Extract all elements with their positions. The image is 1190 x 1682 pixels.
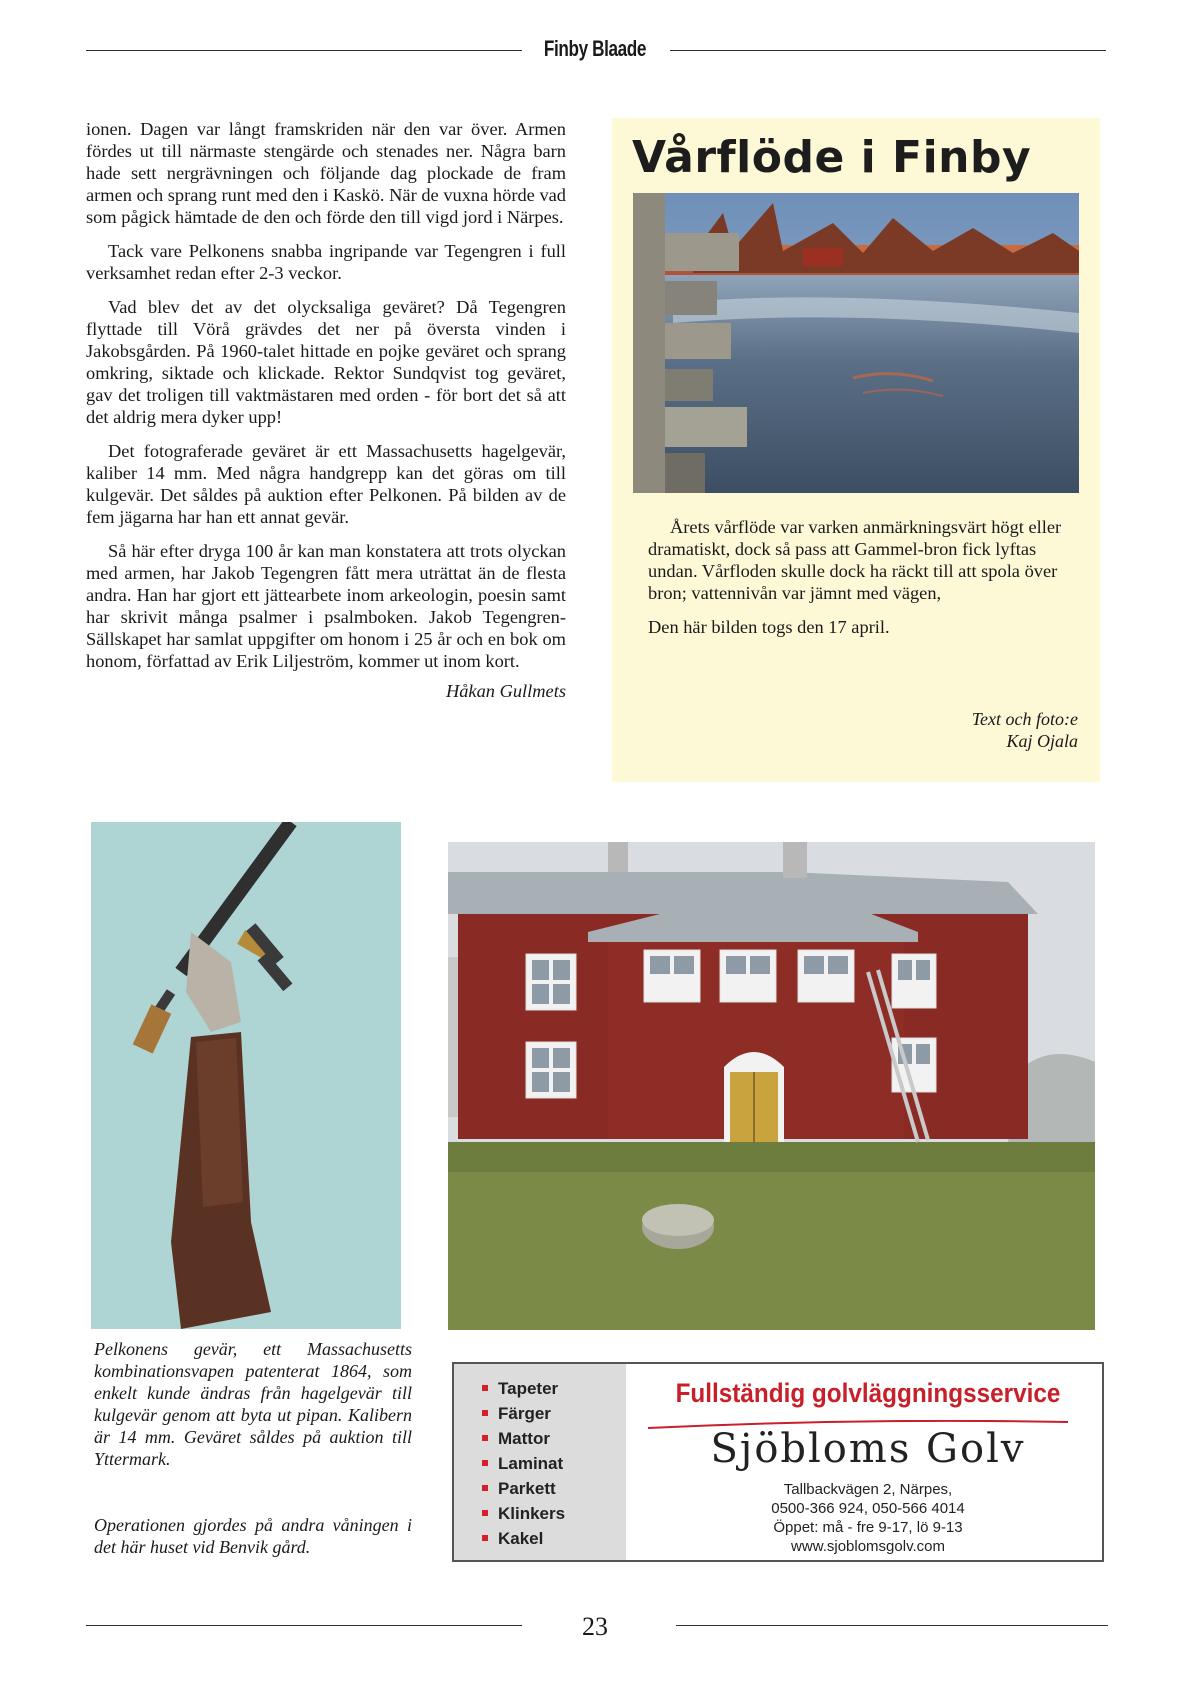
article-paragraph-3: Vad blev det av det olycksaliga geväret? Då Tegengren flyttade till Vörå grävdes det ner på översta vinden i Jakobsgården. På 1960-talet hittade en pojke geväret och sprang omkring, siktade och klickade. Rektor Sundqvist tog geväret, gav det troligen till vaktmästaren med orden - för bort det så att det aldrig mera dyker upp! [86, 297, 566, 427]
ad-address: Tallbackvägen 2, Närpes, [783, 1481, 953, 1498]
ad-hours: Öppet: må - fre 9-17, lö 9-13 [773, 1519, 963, 1536]
ad-contact-info [638, 1480, 1098, 1556]
ad-brand-logo: Sjöbloms Golv [710, 1426, 1026, 1472]
ad-product-list [454, 1364, 626, 1560]
ad-phones: 0500-366 924, 050-566 4014 [771, 1500, 965, 1517]
ad-item: Tapeter [498, 1376, 626, 1401]
rifle-caption: Pelkonens gevär, ett Massachusetts kombinationsvapen patenterat 1864, som enkelt kunde ändras från hagelgevär till kulgevär genom att byta ut pipan. Kalibern är 14 mm. Geväret såldes på auktion till Yttermark. [94, 1339, 412, 1469]
article-paragraph-1: ionen. Dagen var långt framskriden när den var över. Armen fördes ut till närmaste stengärde och stenades ner. Några barn hade sett nergrävningen och följande dag plockade de fram armen och sprang runt med den i Kaskö. När de vuxna hörde vad som pågick hämtade de den och förde den till vigd jord i Närpes. [86, 119, 566, 227]
article-paragraph-5: Så här efter dryga 100 år kan man konstatera att trots olyckan med armen, har Jakob Tegengren fått mera uträttat än de flesta andra. Han har gjort ett jättearbete inom arkeologin, poesin samt har skrivit många psalmer i psalmboken. Jakob Tegengren-Sällskapet har samlat uppgifter om honom i 25 år och en bok om honom, författad av Erik Liljeström, kommer ut inom kort. [86, 541, 566, 671]
ad-website-link[interactable]: www.sjoblomsgolv.com [791, 1538, 945, 1555]
box-paragraph-2: Den här bilden togs den 17 april. [648, 617, 890, 637]
ad-item: Kakel [498, 1526, 626, 1551]
flood-photo [633, 193, 1079, 493]
ad-headline: Fullständig golvläggningsservice [675, 1378, 1061, 1408]
box-title: Vårflöde i Finby [632, 132, 1032, 183]
box-credit [972, 708, 1078, 752]
box-paragraph-1: Årets vårflöde var varken anmärkningsvärt högt eller dramatiskt, dock så pass att Gammel-bron fick lyftas undan. Vårfloden skulle dock ha räckt till att spola över bron; vattennivån var jämnt med vägen, [648, 517, 1062, 603]
ad-item: Laminat [498, 1451, 626, 1476]
benvik-house-photo [448, 842, 1095, 1330]
house-caption: Operationen gjordes på andra våningen i det här huset vid Benvik gård. [94, 1515, 412, 1557]
box-text [648, 516, 1084, 650]
spring-flood-box [612, 118, 1100, 782]
ad-item: Klinkers [498, 1501, 626, 1526]
ad-item: Mattor [498, 1426, 626, 1451]
ad-item: Parkett [498, 1476, 626, 1501]
box-credit-line-1: Text och foto:e [971, 709, 1078, 729]
ad-item: Färger [498, 1401, 626, 1426]
page-number: 23 [582, 1612, 608, 1641]
article-signature: Håkan Gullmets [445, 681, 566, 701]
article-left-column [86, 118, 566, 702]
article-paragraph-4: Det fotograferade geväret är ett Massachusetts hagelgevär, kaliber 14 mm. Med några handgrepp kan det göras om till kulgevär. Det såldes på auktion efter Pelkonen. På bilden av de fem jägarna har han ett annat gevär. [86, 441, 566, 527]
article-paragraph-2: Tack vare Pelkonens snabba ingripande var Tegengren i full verksamhet redan efter 2-3 veckor. [86, 241, 566, 283]
sjobloms-golv-advertisement[interactable] [452, 1362, 1104, 1562]
box-credit-line-2: Kaj Ojala [1006, 731, 1078, 751]
running-header-title: Finby Blaade [543, 36, 647, 61]
rifle-photo [91, 822, 401, 1329]
